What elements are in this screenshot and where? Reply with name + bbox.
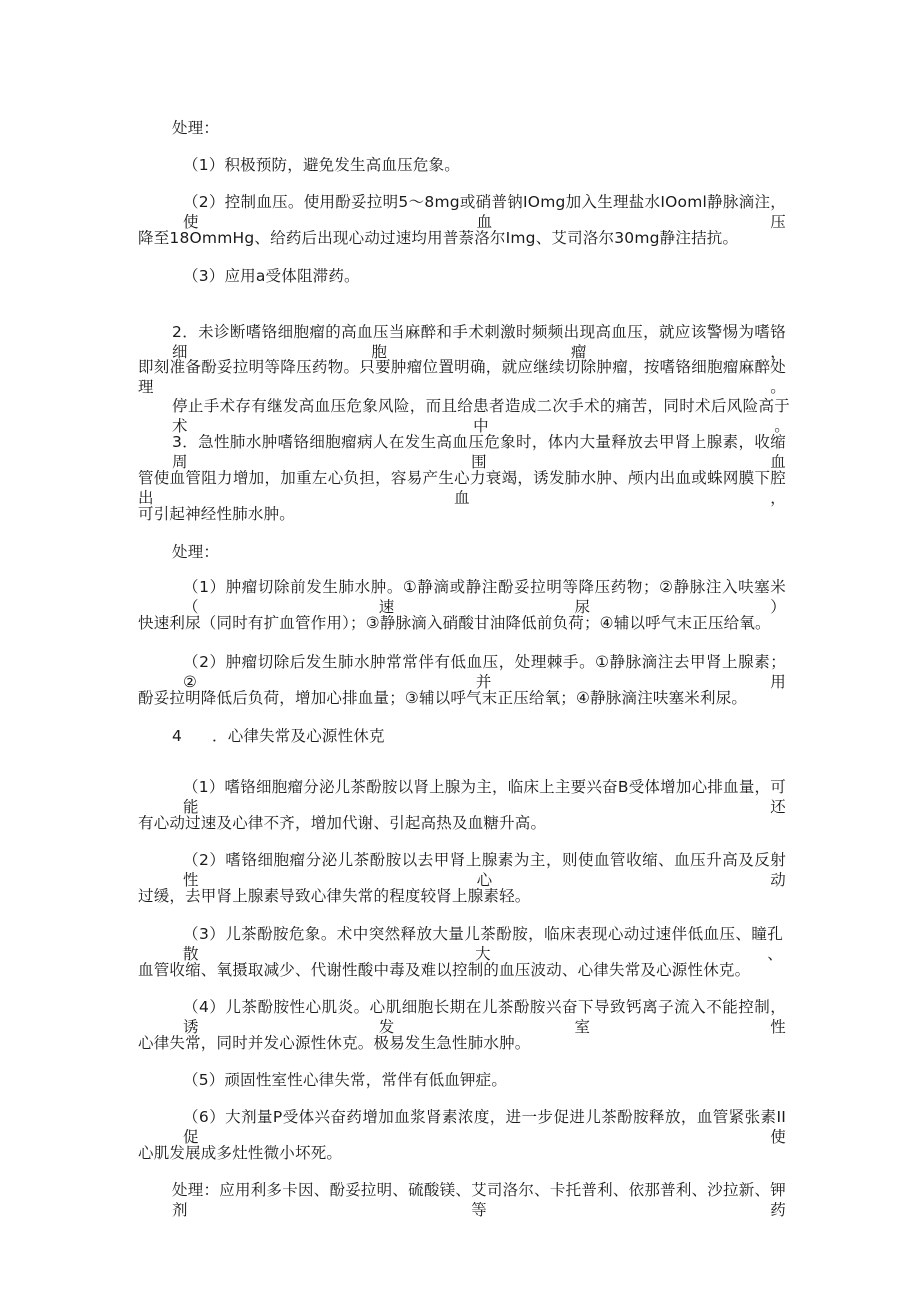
paragraph-line: 有心动过速及心律不齐，增加代谢、引起高热及血糖升高。 xyxy=(138,814,547,832)
paragraph-line: 心肌发展成多灶性微小坏死。 xyxy=(138,1144,343,1162)
paragraph-line: （1）嗜铬细胞瘤分泌儿茶酚胺以肾上腺为主，临床上主要兴奋B受体增加心排血量，可能还 xyxy=(183,778,786,816)
paragraph-line: （3）应用a受体阻滞药。 xyxy=(183,267,360,285)
treatment-heading: 处理： xyxy=(172,543,220,561)
treatment-line: 处理：应用利多卡因、酚妥拉明、硫酸镁、艾司洛尔、卡托普利、依那普利、沙拉新、钾剂等药 xyxy=(172,1181,786,1219)
paragraph-line: （2）嗜铬细胞瘤分泌儿茶酚胺以去甲肾上腺素为主，则使血管收缩、血压升高及反射性心动 xyxy=(183,851,786,889)
section-title: ．心律失常及心源性休克 xyxy=(212,727,385,745)
paragraph-line: （5）顽固性室性心律失常，常伴有低血钾症。 xyxy=(183,1071,508,1089)
section-3-line: 3．急性肺水肿嗜铬细胞瘤病人在发生高血压危象时，体内大量释放去甲肾上腺素，收缩周围血 xyxy=(172,433,786,471)
paragraph-line: 管使血管阻力增加，加重左心负担，容易产生心力衰竭，诱发肺水肿、颅内出血或蛛网膜下腔出血， xyxy=(138,469,786,507)
paragraph-line: 即刻准备酚妥拉明等降压药物。只要肿瘤位置明确，就应继续切除肿瘤，按嗜铬细胞瘤麻醉处理。 xyxy=(138,358,786,396)
paragraph-line: 血管收缩、氧摄取减少、代谢性酸中毒及难以控制的血压波动、心律失常及心源性休克。 xyxy=(138,961,751,979)
paragraph-line: 停止手术存有继发高血压危象风险，而且给患者造成二次手术的痛苦，同时术后风险高于术中。 xyxy=(172,397,790,435)
paragraph-line: （1）积极预防，避免发生高血压危象。 xyxy=(183,156,460,174)
paragraph-line: （2）肿瘤切除后发生肺水肿常常伴有低血压，处理棘手。①静脉滴注去甲肾上腺素；②并用 xyxy=(183,653,786,691)
paragraph-line: 心律失常，同时并发心源性休克。极易发生急性肺水肿。 xyxy=(138,1034,531,1052)
paragraph-line: （3）儿茶酚胺危象。术中突然释放大量儿茶酚胺，临床表现心动过速伴低血压、瞳孔散大、 xyxy=(183,925,783,963)
paragraph-line: （6）大剂量P受体兴奋药增加血浆肾素浓度，进一步促进儿茶酚胺释放，血管紧张素II促使 xyxy=(183,1108,786,1146)
paragraph-line: 过缓，去甲肾上腺素导致心律失常的程度较肾上腺素轻。 xyxy=(138,887,531,905)
paragraph-line: （1）肿瘤切除前发生肺水肿。①静滴或静注酚妥拉明等降压药物；②静脉注入呋塞米（速尿） xyxy=(183,578,786,616)
paragraph-line: （2）控制血压。使用酚妥拉明5～8mg或硝普钠IOmg加入生理盐水IOoml静脉滴注，使血压 xyxy=(183,193,786,231)
treatment-heading: 处理： xyxy=(172,119,220,137)
paragraph-line: 快速利尿（同时有扩血管作用）；③静脉滴入硝酸甘油降低前负荷；④辅以呼气末正压给氧。 xyxy=(138,614,771,632)
paragraph-line: （4）儿茶酚胺性心肌炎。心肌细胞长期在儿茶酚胺兴奋下导致钙离子流入不能控制，诱发室性 xyxy=(183,998,786,1036)
section-4-heading xyxy=(172,726,385,746)
section-number: 4 xyxy=(172,727,183,745)
paragraph-line: 降至18OmmHg、给药后出现心动过速均用普萘洛尔Img、艾司洛尔30mg静注拮抗。 xyxy=(138,229,739,247)
section-2-line: 2．未诊断嗜铬细胞瘤的高血压当麻醉和手术刺激时频频出现高血压，就应该警惕为嗜铬细胞瘤， xyxy=(172,323,786,361)
paragraph-line: 可引起神经性肺水肿。 xyxy=(138,505,296,523)
paragraph-line: 酚妥拉明降低后负荷，增加心排血量；③辅以呼气末正压给氧；④静脉滴注呋塞米利尿。 xyxy=(138,689,748,707)
